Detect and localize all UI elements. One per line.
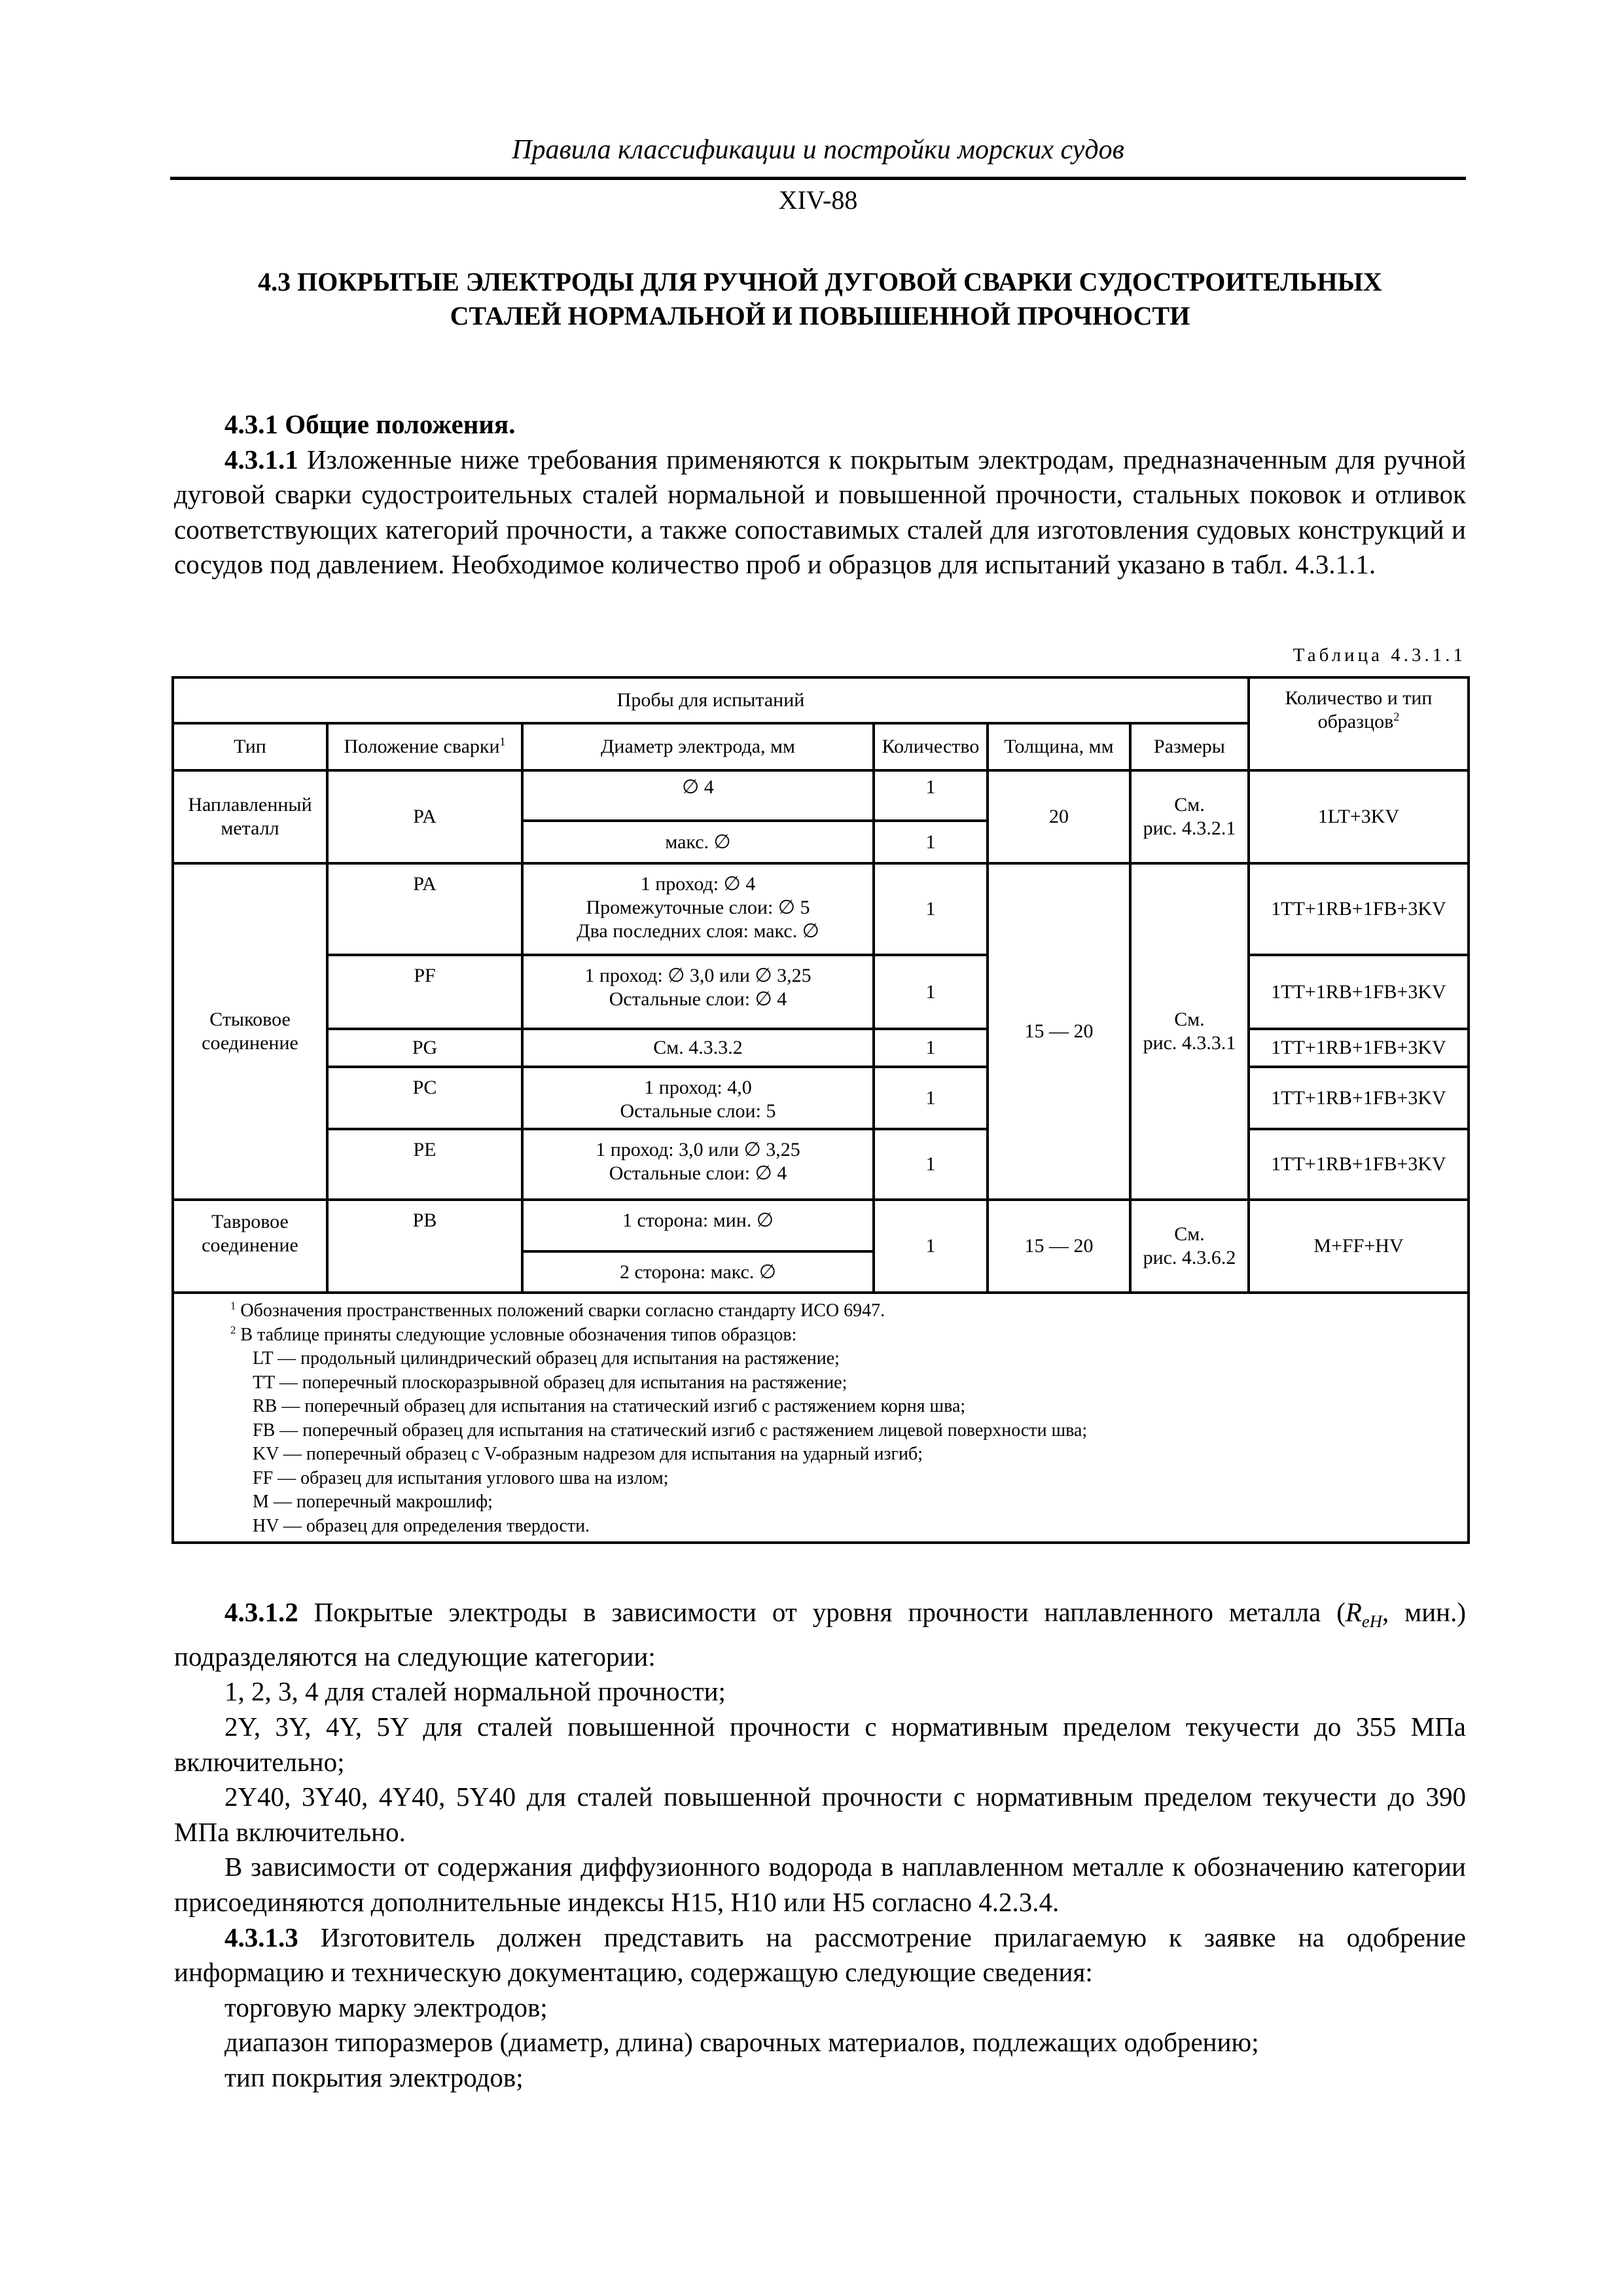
footnote (230, 1323, 1467, 1348)
page-number: XIV-88 (778, 185, 858, 215)
cell-result: 1TT+1RB+1FB+3KV (1249, 1029, 1469, 1067)
legend-item: HV — образец для определения твердости. (253, 1515, 590, 1536)
diameter-line: 1 проход: ∅ 3,0 или ∅ 3,25 (584, 965, 812, 986)
col-header-diameter: Диаметр электрода, мм (522, 723, 874, 770)
symbol-R: R (1345, 1597, 1362, 1627)
cell-dimensions (1130, 863, 1249, 1200)
col-header-thickness: Толщина, мм (988, 723, 1130, 770)
legend-item: FB — поперечный образец для испытания на статический изгиб с растяжением лицевой поверхности шва; (253, 1420, 1088, 1441)
paragraph-number: 4.3.1.3 (224, 1922, 298, 1952)
type-line: соединение (202, 1234, 298, 1256)
legend-item: LT — продольный цилиндрический образец для испытания на растяжение; (253, 1348, 840, 1369)
dim-line: рис. 4.3.3.1 (1143, 1032, 1236, 1054)
legend-item: KV — поперечный образец с V-образным надрезом для испытания на ударный изгиб; (253, 1444, 923, 1464)
intro-text (174, 407, 1466, 583)
footnote-text: Обозначения пространственных положений сварки согласно стандарту ИСО 6947. (236, 1300, 885, 1321)
section-title-line: 4.3 ПОКРЫТЫЕ ЭЛЕКТРОДЫ ДЛЯ РУЧНОЙ ДУГОВОЙ СВАРКИ СУДОСТРОИТЕЛЬНЫХ (258, 267, 1382, 296)
test-specimens-table (171, 676, 1470, 1544)
type-line: Тавровое (211, 1211, 289, 1232)
cell-diameter (522, 1129, 874, 1200)
paragraph: 2Y, 3Y, 4Y, 5Y для сталей повышенной прочности с нормативным пределом текучести до 355 МПа включительно; (174, 1711, 1466, 1777)
cell-quantity: 1 (874, 821, 988, 863)
paragraph-text: Покрытые электроды в зависимости от уровня прочности наплавленного металла ( (298, 1597, 1346, 1627)
col-header-text: Положение сварки (344, 736, 500, 757)
cell-type (173, 1200, 327, 1293)
footnote-ref: 2 (1393, 710, 1400, 723)
cell-diameter: См. 4.3.3.2 (522, 1029, 874, 1067)
table-caption: Таблица 4.3.1.1 (1293, 645, 1466, 666)
cell-result: 1TT+1RB+1FB+3KV (1249, 863, 1469, 955)
col-header-dimensions: Размеры (1130, 723, 1249, 770)
dim-line: рис. 4.3.6.2 (1143, 1247, 1236, 1268)
footnote-marker: 2 (230, 1323, 236, 1336)
table-row (173, 1029, 1469, 1067)
cell-quantity: 1 (874, 1129, 988, 1200)
diameter-line: 1 проход: ∅ 4 (640, 873, 756, 895)
paragraph: 1, 2, 3, 4 для сталей нормальной прочности; (224, 1676, 726, 1707)
cell-diameter: 2 сторона: макс. ∅ (522, 1251, 874, 1293)
cell-type (173, 863, 327, 1200)
cell-diameter (522, 1067, 874, 1129)
cell-diameter: 1 сторона: мин. ∅ (522, 1200, 874, 1251)
symbol-subscript: eH (1361, 1611, 1382, 1632)
cell-diameter: макс. ∅ (522, 821, 874, 863)
diameter-line: 1 проход: 3,0 или ∅ 3,25 (596, 1139, 800, 1160)
paragraph: В зависимости от содержания диффузионного водорода в наплавленном металле к обозначению категории присоединяются дополнительные индексы H15, H10 или H5 согласно 4.2.3.4. (174, 1852, 1466, 1917)
dim-line: См. (1174, 1223, 1205, 1245)
cell-position: PA (327, 863, 522, 955)
paragraph (174, 1920, 1466, 1990)
paragraph: 2Y40, 3Y40, 4Y40, 5Y40 для сталей повышенной прочности с нормативным пределом текучести до 390 МПа включительно. (174, 1782, 1466, 1847)
col-header-quantity: Количество (874, 723, 988, 770)
table-row (173, 770, 1469, 821)
table-row (173, 1129, 1469, 1200)
footnote-ref: 1 (499, 735, 506, 748)
cell-position: PC (327, 1067, 522, 1129)
result-header (1249, 677, 1469, 770)
cell-quantity: 1 (874, 1067, 988, 1129)
table-row (173, 863, 1469, 955)
col-header-type: Тип (173, 723, 327, 770)
dim-line: рис. 4.3.2.1 (1143, 817, 1236, 839)
footnote-marker: 1 (230, 1299, 236, 1312)
cell-quantity: 1 (874, 1029, 988, 1067)
legend-item: M — поперечный макрошлиф; (253, 1492, 493, 1512)
paragraph (174, 1595, 1466, 1674)
body-text (174, 1595, 1466, 2096)
cell-position: PA (327, 770, 522, 863)
section-title-line: СТАЛЕЙ НОРМАЛЬНОЙ И ПОВЫШЕННОЙ ПРОЧНОСТИ (450, 301, 1190, 331)
cell-result: 1TT+1RB+1FB+3KV (1249, 1067, 1469, 1129)
cell-position: PE (327, 1129, 522, 1200)
cell-position: PB (327, 1200, 522, 1293)
paragraph-text: , мин.) подразделяются на следующие категории: (174, 1597, 1466, 1672)
cell-quantity: 1 (874, 1200, 988, 1293)
cell-thickness: 15 — 20 (988, 863, 1130, 1200)
paragraph-text: Изготовитель должен представить на рассмотрение прилагаемую к заявке на одобрение информацию и техническую документацию, содержащую следующие сведения: (174, 1922, 1466, 1988)
cell-result: 1LT+3KV (1249, 770, 1469, 863)
paragraph: диапазон типоразмеров (диаметр, длина) сварочных материалов, подлежащих одобрению; (224, 2027, 1259, 2058)
table-row (173, 1067, 1469, 1129)
footnote-text: В таблице приняты следующие условные обозначения типов образцов: (236, 1324, 797, 1345)
paragraph: тип покрытия электродов; (224, 2062, 524, 2092)
header-rule (170, 177, 1466, 180)
type-line: Стыковое (209, 1009, 291, 1030)
paragraph (174, 442, 1466, 583)
dim-line: См. (1174, 1009, 1205, 1030)
cell-quantity: 1 (874, 770, 988, 821)
diameter-line: 1 проход: 4,0 (644, 1077, 752, 1098)
footnotes-row (173, 1293, 1469, 1543)
paragraph-number: 4.3.1.2 (224, 1597, 298, 1627)
group-header: Пробы для испытаний (173, 677, 1249, 723)
diameter-line: Остальные слои: 5 (620, 1100, 776, 1122)
dim-line: См. (1174, 794, 1205, 816)
subsection-title: 4.3.1 Общие положения. (224, 409, 516, 439)
legend-item: TT — поперечный плоскоразрывной образец для испытания на растяжение; (253, 1372, 847, 1393)
table-row (173, 955, 1469, 1029)
section-title (174, 265, 1466, 333)
type-line: соединение (202, 1032, 298, 1054)
cell-position: PF (327, 955, 522, 1029)
cell-thickness: 20 (988, 770, 1130, 863)
paragraph-text: Изложенные ниже требования применяются к покрытым электродам, предназначенным для ручной дуговой сварки судостроительных сталей нормальной и повышенной прочности, стальных поковок и отливок соответствующих категорий прочности, а также сопоставимых сталей для изготовления судовых конструкций и сосудов под давлением. Необходимое количество проб и образцов для испытаний указано в табл. 4.3.1.1. (174, 444, 1466, 580)
cell-diameter (522, 863, 874, 955)
cell-position: PG (327, 1029, 522, 1067)
legend-item: RB — поперечный образец для испытания на статический изгиб с растяжением корня шва; (253, 1396, 966, 1416)
diameter-line: Промежуточные слои: ∅ 5 (586, 897, 810, 918)
diameter-line: Остальные слои: ∅ 4 (609, 988, 787, 1010)
cell-dimensions (1130, 770, 1249, 863)
cell-dimensions (1130, 1200, 1249, 1293)
cell-diameter (522, 955, 874, 1029)
legend-item: FF — образец для испытания углового шва на излом; (253, 1467, 669, 1488)
cell-result: 1TT+1RB+1FB+3KV (1249, 955, 1469, 1029)
cell-result: 1TT+1RB+1FB+3KV (1249, 1129, 1469, 1200)
cell-quantity: 1 (874, 955, 988, 1029)
footnote (230, 1299, 1467, 1323)
running-header: Правила классификации и постройки морских судов (512, 135, 1124, 165)
cell-quantity: 1 (874, 863, 988, 955)
paragraph-number: 4.3.1.1 (224, 444, 298, 475)
paragraph: торговую марку электродов; (224, 1992, 548, 2022)
cell-result: M+FF+HV (1249, 1200, 1469, 1293)
result-header-text: Количество и тип образцов (1285, 687, 1433, 732)
table-footnotes (173, 1293, 1469, 1543)
diameter-line: Остальные слои: ∅ 4 (609, 1162, 787, 1184)
table-row (173, 1200, 1469, 1251)
cell-type: Наплавленный металл (173, 770, 327, 863)
cell-thickness: 15 — 20 (988, 1200, 1130, 1293)
col-header-position (327, 723, 522, 770)
subsection-heading (174, 407, 1466, 442)
diameter-line: Два последних слоя: макс. ∅ (577, 920, 819, 942)
cell-diameter: ∅ 4 (522, 770, 874, 821)
